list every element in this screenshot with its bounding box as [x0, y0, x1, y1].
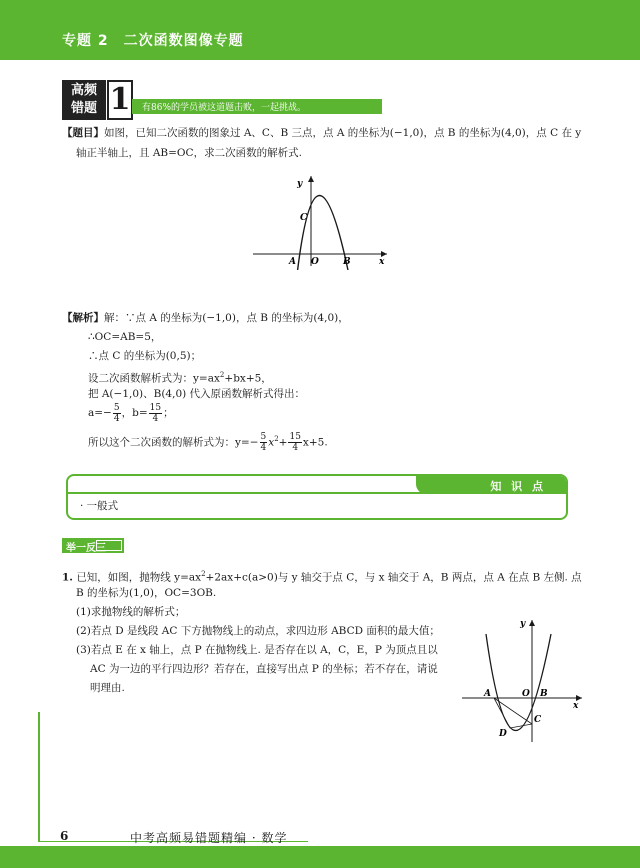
solution-line-5: 把 A(−1,0)、B(4,0) 代入原函数解析式得出： [88, 388, 306, 400]
origin-label: O [522, 689, 530, 699]
solution-line-7: 所以这个二次函数的解析式为：y=− $\frac{5}{4}$ $x^2+$ $\frac{15}{4}$ x+5. [88, 432, 328, 453]
solution-line-2: ∴OC=AB=5， [88, 331, 162, 343]
point-c-label: C [300, 213, 308, 223]
margin-line [38, 712, 40, 842]
x-axis-label: x [573, 701, 579, 711]
badge-note-bar [132, 99, 382, 114]
point-c-label: C [534, 715, 542, 725]
y-axis-label: y [297, 179, 303, 189]
knowledge-header: 知 识 点 [416, 476, 566, 494]
segment-ad [494, 698, 510, 728]
book-title: 中考高频易错题精编 · 数学 [130, 831, 288, 845]
y-axis-label: y [520, 619, 526, 629]
x-axis-label: x [379, 257, 385, 267]
problem-line-2: 轴正半轴上，且 AB=OC，求二次函数的解析式. [76, 147, 302, 159]
page-number: 6 [60, 829, 69, 843]
point-b-label: B [540, 689, 548, 699]
problem-line-1: 【题目】如图，已知二次函数的图象过 A、C、B 三点，点 A 的坐标为(−1,0)，点 B 的坐标为(4,0)，点 C 在 y [62, 127, 582, 139]
knowledge-item: · 一般式 [80, 500, 119, 512]
fraction-15-4: $\frac{15}{4}$ [149, 402, 162, 424]
exercise-line-1: 1. 已知，如图，抛物线 $y=ax^2+2ax+c(a>0)$与 y 轴交于点 C，与 x 轴交于 A，B 两点，点 A 在点 B 左侧. 点 [62, 570, 582, 584]
exercise-q1: (1)求抛物线的解析式； [76, 606, 186, 618]
point-a-label: A [484, 689, 491, 699]
exercise-q3-b: AC 为一边的平行四边形？若存在，直接写出点 P 的坐标；若不存在，请说 [90, 663, 438, 675]
y-axis-arrow [529, 620, 535, 626]
solution-line-4: 设二次函数解析式为：$y=ax^2+bx+5$， [88, 371, 272, 385]
point-d-label: D [499, 729, 507, 739]
point-a-label: A [289, 257, 296, 267]
chapter-title: 专题 2 二次函数图像专题 [62, 33, 244, 49]
problem-graph [245, 170, 395, 270]
section-label: 举一反三 [62, 538, 124, 553]
badge-label: 高频 错题 [62, 80, 106, 120]
frequent-error-badge [62, 80, 132, 120]
point-b-label: B [343, 257, 351, 267]
parabola [486, 634, 551, 731]
origin-label: O [311, 257, 319, 267]
solution-line-1: 【解析】解：∵点 A 的坐标为(−1,0)，点 B 的坐标为(4,0)， [62, 312, 349, 324]
exercise-q2: (2)若点 D 是线段 AC 下方抛物线上的动点，求四边形 ABCD 面积的最大值； [76, 625, 440, 637]
fraction-5-4-b: $\frac{5}{4}$ [260, 432, 267, 453]
header-bar [0, 0, 640, 60]
footer-bar [0, 846, 640, 868]
knowledge-box [66, 474, 568, 520]
fraction-15-4-b: $\frac{15}{4}$ [289, 432, 301, 453]
exercise-line-2: B 的坐标为(1,0)，OC=3OB. [76, 587, 217, 599]
parabola [297, 196, 349, 271]
solution-line-6: a=− $\frac{5}{4}$ ，b= $\frac{15}{4}$ ； [88, 402, 174, 424]
exercise-q3-c: 明理由. [90, 682, 125, 694]
exercise-q3-a: (3)若点 E 在 x 轴上，点 P 在抛物线上. 是否存在以 A，C，E，P 为顶点且以 [76, 644, 438, 656]
exercise-graph [458, 612, 588, 746]
solution-line-3: ∴点 C 的坐标为(0,5)； [88, 350, 202, 362]
badge-number: 1 [107, 80, 133, 120]
badge-note: 有86%的学员被这道题击败，一起挑战。 [142, 103, 307, 113]
y-axis-arrow [308, 176, 314, 182]
segment-ac [494, 698, 532, 724]
fraction-5-4: $\frac{5}{4}$ [113, 402, 120, 424]
